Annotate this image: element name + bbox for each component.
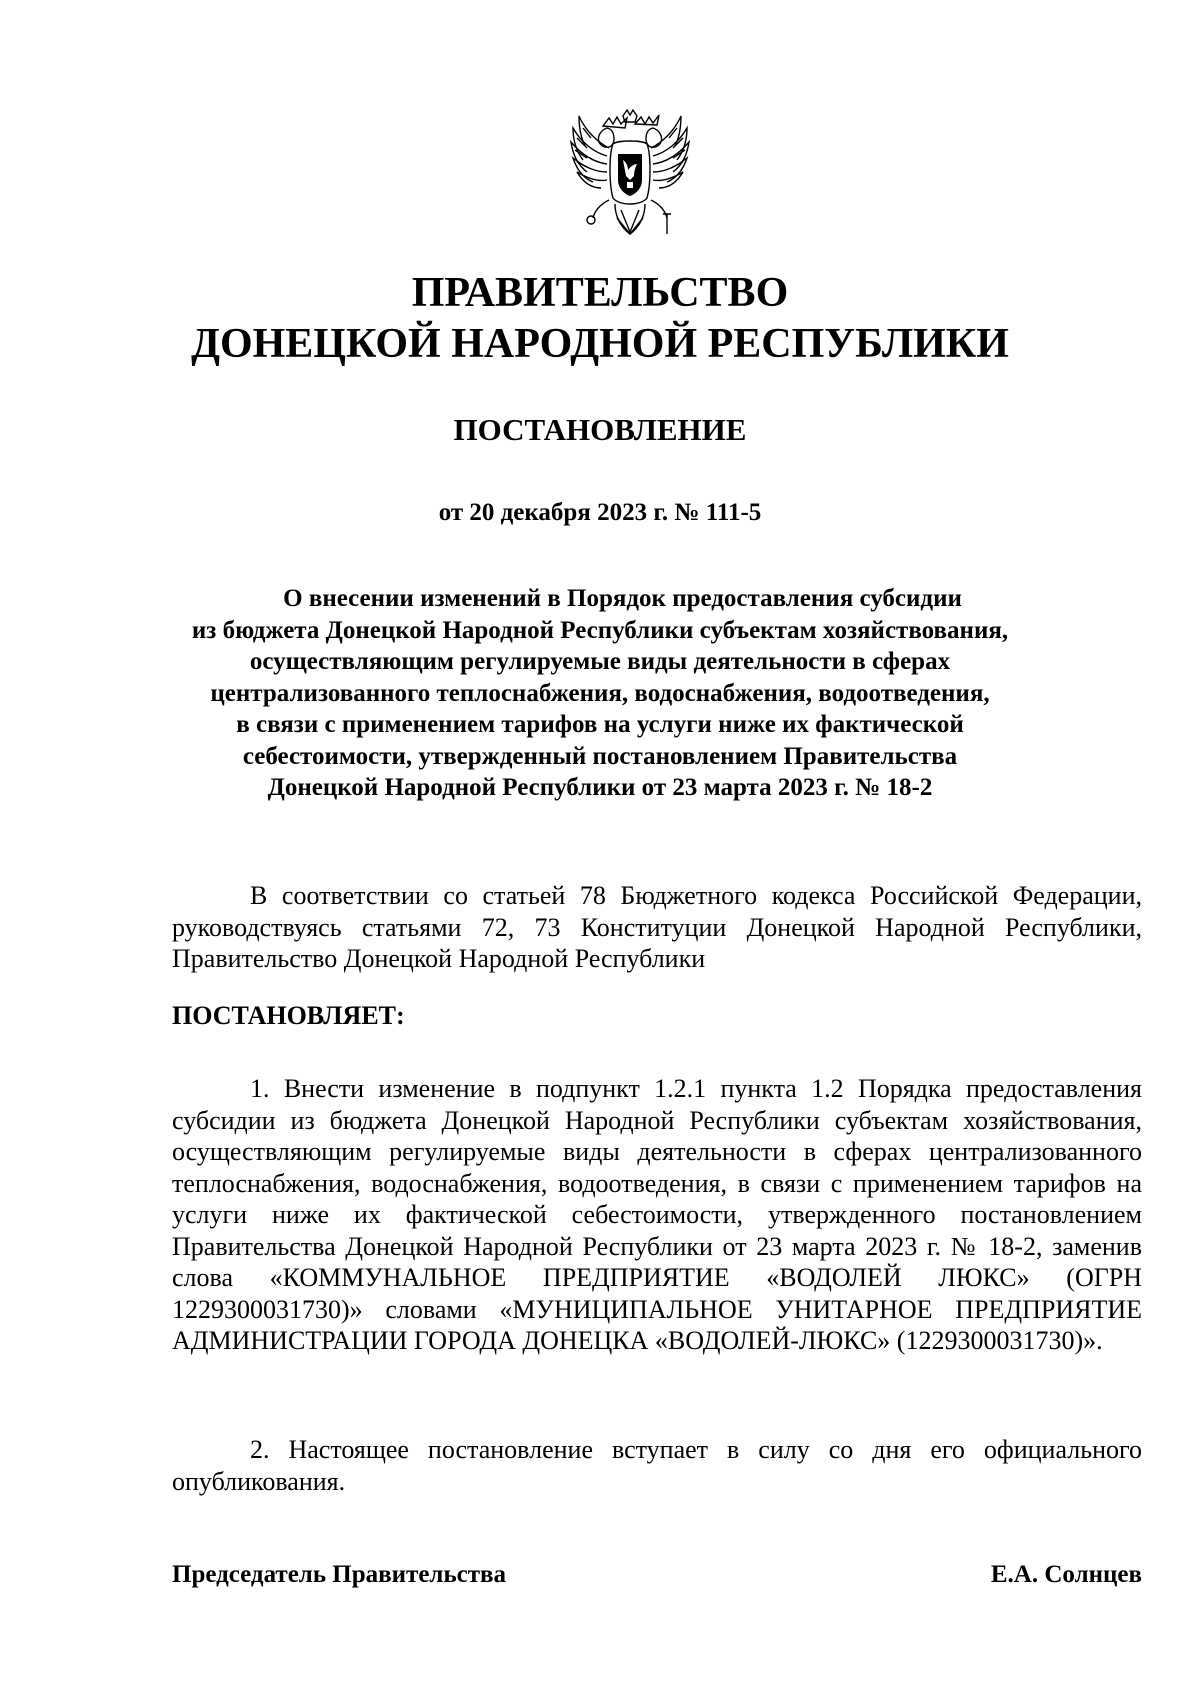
signatory-position: Председатель Правительства — [172, 1561, 507, 1588]
signatory-name: Е.А. Солнцев — [990, 1561, 1142, 1588]
subject-line: осуществляющим регулируемые виды деятельности в сферах — [249, 648, 951, 675]
subject-line: О внесении изменений в Порядок предоставления субсидии — [283, 585, 962, 612]
subject-line: централизованного теплоснабжения, водоснабжения, водоотведения, — [210, 679, 990, 707]
coat-of-arms-icon — [563, 108, 697, 250]
government-title-line1: ПРАВИТЕЛЬСТВО — [411, 270, 789, 316]
document-type: ПОСТАНОВЛЕНИЕ — [453, 412, 747, 447]
subject-line: Донецкой Народной Республики от 23 марта 2023 г. № 18-2 — [267, 774, 933, 801]
government-title-line2: ДОНЕЦКОЙ НАРОДНОЙ РЕСПУБЛИКИ — [191, 321, 1009, 367]
preamble-paragraph — [172, 880, 1142, 975]
document-subject — [100, 583, 1100, 804]
subject-line: себестоимости, утвержденный постановлением Правительства — [242, 742, 958, 770]
preamble-text: В соответствии со статьей 78 Бюджетного кодекса Российской Федерации, руководствуясь статьями 72, 73 Конституции Донецкой Народной Республики, Правительство Донецкой Народной Республики — [172, 881, 1142, 973]
decree-heading: ПОСТАНОВЛЯЕТ: — [172, 1001, 405, 1030]
subject-line: в связи с применением тарифов на услуги ниже их фактической — [236, 711, 964, 738]
decree-item-1 — [172, 1073, 1142, 1357]
decree-item-text: 2. Настоящее постановление вступает в силу со дня его официального опубликования. — [172, 1435, 1142, 1496]
decree-item-text: 1. Внести изменение в подпункт 1.2.1 пункта 1.2 Порядка предоставления субсидии из бюджета Донецкой Народной Республики субъектам хозяйствования, осуществляющим регулируемые виды деятельности в сферах централизованного теплоснабжения, водоснабжения, водоотведения, в связи с применением тарифов на услуги ниже их фактической себестоимости, утвержденного постановлением Правительства Донецкой Народной Республики от 23 марта 2023 г. № 18-2, заменив слова «КОММУНАЛЬНОЕ ПРЕДПРИЯТИЕ «ВОДОЛЕЙ ЛЮКС» (ОГРН 1229300031730)» словами «МУНИЦИПАЛЬНОЕ УНИТАРНОЕ ПРЕДПРИЯТИЕ АДМИНИСТРАЦИИ ГОРОДА ДОНЕЦКА «ВОДОЛЕЙ-ЛЮКС» (1229300031730)». — [172, 1074, 1142, 1355]
subject-line: из бюджета Донецкой Народной Республики субъектам хозяйствования, — [191, 616, 1009, 644]
document-date-number: от 20 декабря 2023 г. № 111-5 — [438, 499, 762, 526]
government-title — [0, 268, 1200, 370]
decree-item-2 — [172, 1434, 1142, 1497]
